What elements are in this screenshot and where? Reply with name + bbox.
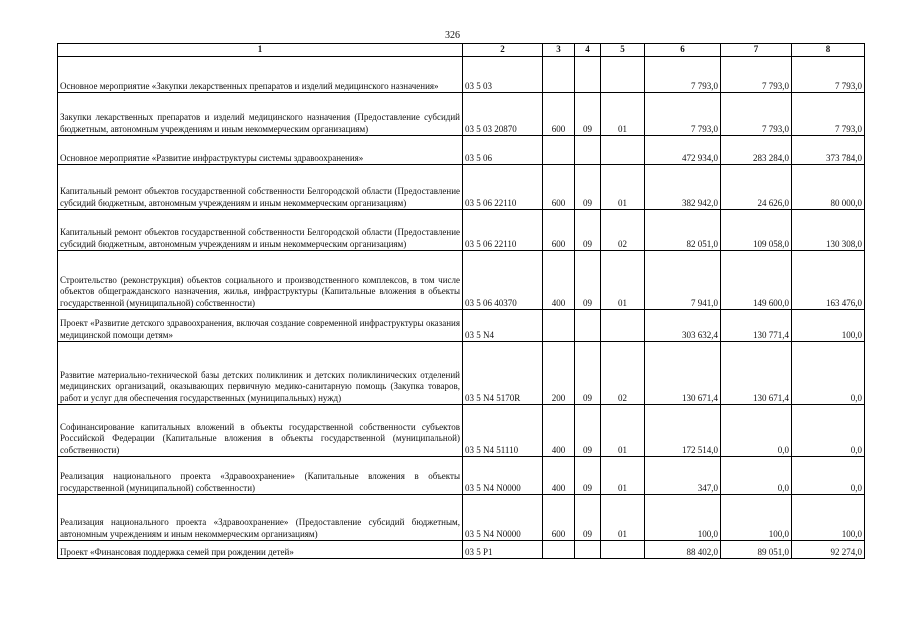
row-rz — [575, 136, 601, 165]
row-vr — [543, 57, 575, 93]
row-code: 03 5 N4 N0000 — [463, 457, 543, 495]
column-header: 4 — [575, 44, 601, 57]
row-vr: 400 — [543, 251, 575, 310]
row-value-year1: 88 402,0 — [645, 541, 721, 559]
row-name: Основное мероприятие «Развитие инфраструктуры системы здравоохранения» — [58, 136, 463, 165]
row-vr: 600 — [543, 93, 575, 136]
row-pr: 01 — [601, 93, 645, 136]
budget-table — [57, 43, 865, 559]
table-row — [58, 495, 865, 541]
row-value-year1: 7 793,0 — [645, 93, 721, 136]
row-value-year2: 149 600,0 — [721, 251, 792, 310]
row-name: Развитие материально-технической базы детских поликлиник и детских поликлинических отделений медицинских организаций, оказывающих первичную медико-санитарную помощь (Закупка товаров, работ и услуг для обеспечения государственных (муниципальных) нужд) — [58, 342, 463, 405]
row-value-year1: 7 941,0 — [645, 251, 721, 310]
table-row — [58, 210, 865, 251]
row-value-year2: 89 051,0 — [721, 541, 792, 559]
row-code: 03 5 N4 5170R — [463, 342, 543, 405]
row-name: Капитальный ремонт объектов государственной собственности Белгородской области (Предоставление субсидий бюджетным, автономным учреждениям и иным некоммерческим организациям) — [58, 210, 463, 251]
table-row — [58, 310, 865, 342]
row-code: 03 5 06 40370 — [463, 251, 543, 310]
page-number: 326 — [445, 30, 460, 41]
row-value-year3: 0,0 — [792, 457, 865, 495]
row-rz: 09 — [575, 495, 601, 541]
row-name: Реализация национального проекта «Здравоохранение» (Предоставление субсидий бюджетным, автономным учреждениям и иным некоммерческим организациям) — [58, 495, 463, 541]
row-value-year1: 347,0 — [645, 457, 721, 495]
row-rz: 09 — [575, 342, 601, 405]
row-code: 03 5 06 22110 — [463, 165, 543, 210]
row-value-year3: 0,0 — [792, 405, 865, 457]
row-vr: 400 — [543, 457, 575, 495]
row-value-year2: 130 671,4 — [721, 342, 792, 405]
row-value-year3: 92 274,0 — [792, 541, 865, 559]
row-vr — [543, 310, 575, 342]
row-vr: 200 — [543, 342, 575, 405]
header-row — [58, 44, 865, 57]
row-code: 03 5 P1 — [463, 541, 543, 559]
row-rz — [575, 541, 601, 559]
row-name: Основное мероприятие «Закупки лекарственных препаратов и изделий медицинского назначения» — [58, 57, 463, 93]
row-value-year2: 283 284,0 — [721, 136, 792, 165]
table-row — [58, 136, 865, 165]
row-vr: 600 — [543, 495, 575, 541]
row-value-year2: 130 771,4 — [721, 310, 792, 342]
row-rz — [575, 310, 601, 342]
row-value-year1: 7 793,0 — [645, 57, 721, 93]
row-value-year1: 130 671,4 — [645, 342, 721, 405]
row-code: 03 5 03 20870 — [463, 93, 543, 136]
row-code: 03 5 N4 51110 — [463, 405, 543, 457]
table-row — [58, 93, 865, 136]
row-code: 03 5 N4 N0000 — [463, 495, 543, 541]
row-rz: 09 — [575, 405, 601, 457]
row-code: 03 5 N4 — [463, 310, 543, 342]
table-row — [58, 165, 865, 210]
row-value-year2: 7 793,0 — [721, 57, 792, 93]
row-pr: 01 — [601, 165, 645, 210]
row-name: Проект «Финансовая поддержка семей при рождении детей» — [58, 541, 463, 559]
table-row — [58, 457, 865, 495]
row-value-year3: 163 476,0 — [792, 251, 865, 310]
row-rz: 09 — [575, 457, 601, 495]
row-name: Софинансирование капитальных вложений в объекты государственной собственности субъектов Российской Федерации (Капитальные вложения в объекты государственной (муниципальной) собственности) — [58, 405, 463, 457]
row-value-year3: 7 793,0 — [792, 57, 865, 93]
row-value-year1: 82 051,0 — [645, 210, 721, 251]
row-name: Проект «Развитие детского здравоохранения, включая создание современной инфраструктуры оказания медицинской помощи детям» — [58, 310, 463, 342]
column-header: 8 — [792, 44, 865, 57]
row-pr: 02 — [601, 210, 645, 251]
row-name: Строительство (реконструкция) объектов социального и производственного комплексов, в том числе объектов общегражданского назначения, жилья, инфраструктуры (Капитальные вложения в объекты государственной (муниципальной) собственности) — [58, 251, 463, 310]
row-rz: 09 — [575, 210, 601, 251]
row-value-year1: 472 934,0 — [645, 136, 721, 165]
row-pr — [601, 136, 645, 165]
table-row — [58, 405, 865, 457]
row-pr — [601, 541, 645, 559]
row-value-year2: 7 793,0 — [721, 93, 792, 136]
row-value-year2: 100,0 — [721, 495, 792, 541]
table-row — [58, 251, 865, 310]
row-value-year3: 373 784,0 — [792, 136, 865, 165]
column-header: 7 — [721, 44, 792, 57]
column-header: 2 — [463, 44, 543, 57]
row-code: 03 5 03 — [463, 57, 543, 93]
row-name: Закупки лекарственных препаратов и изделий медицинского назначения (Предоставление субсидий бюджетным, автономным учреждениям и иным некоммерческим организациям) — [58, 93, 463, 136]
row-vr: 600 — [543, 210, 575, 251]
row-value-year3: 0,0 — [792, 342, 865, 405]
column-header: 1 — [58, 44, 463, 57]
column-header: 3 — [543, 44, 575, 57]
row-pr — [601, 57, 645, 93]
row-value-year1: 100,0 — [645, 495, 721, 541]
row-code: 03 5 06 — [463, 136, 543, 165]
row-rz: 09 — [575, 251, 601, 310]
row-rz — [575, 57, 601, 93]
row-rz: 09 — [575, 165, 601, 210]
row-code: 03 5 06 22110 — [463, 210, 543, 251]
row-value-year1: 172 514,0 — [645, 405, 721, 457]
column-header: 5 — [601, 44, 645, 57]
row-value-year3: 7 793,0 — [792, 93, 865, 136]
row-value-year3: 130 308,0 — [792, 210, 865, 251]
row-value-year1: 382 942,0 — [645, 165, 721, 210]
row-pr: 01 — [601, 251, 645, 310]
row-rz: 09 — [575, 93, 601, 136]
row-pr: 01 — [601, 457, 645, 495]
row-value-year2: 109 058,0 — [721, 210, 792, 251]
table-row — [58, 541, 865, 559]
row-pr — [601, 310, 645, 342]
row-value-year3: 80 000,0 — [792, 165, 865, 210]
table-row — [58, 342, 865, 405]
row-name: Реализация национального проекта «Здравоохранение» (Капитальные вложения в объекты государственной (муниципальной) собственности) — [58, 457, 463, 495]
row-value-year3: 100,0 — [792, 310, 865, 342]
column-header: 6 — [645, 44, 721, 57]
row-pr: 02 — [601, 342, 645, 405]
row-pr: 01 — [601, 405, 645, 457]
table-row — [58, 57, 865, 93]
row-value-year2: 0,0 — [721, 457, 792, 495]
row-pr: 01 — [601, 495, 645, 541]
row-vr: 600 — [543, 165, 575, 210]
row-value-year1: 303 632,4 — [645, 310, 721, 342]
row-vr — [543, 541, 575, 559]
row-vr — [543, 136, 575, 165]
row-value-year3: 100,0 — [792, 495, 865, 541]
row-name: Капитальный ремонт объектов государственной собственности Белгородской области (Предоставление субсидий бюджетным, автономным учреждениям и иным некоммерческим организациям) — [58, 165, 463, 210]
row-value-year2: 24 626,0 — [721, 165, 792, 210]
row-value-year2: 0,0 — [721, 405, 792, 457]
row-vr: 400 — [543, 405, 575, 457]
